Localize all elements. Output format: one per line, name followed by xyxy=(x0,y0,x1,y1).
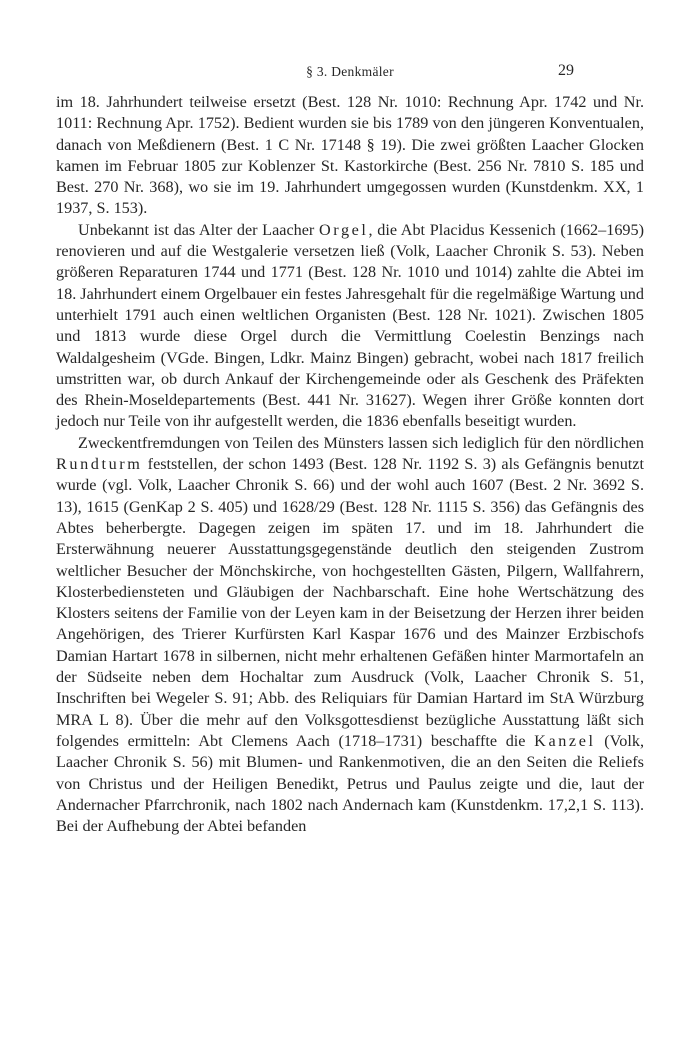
running-head xyxy=(0,62,700,82)
spaced-term-orgel: Orgel xyxy=(318,220,369,239)
paragraph-organ xyxy=(56,220,644,433)
paragraph-bells xyxy=(56,92,644,220)
body-text xyxy=(56,92,644,837)
section-title: § 3. Denkmäler xyxy=(306,64,394,79)
page-number: 29 xyxy=(558,62,574,79)
spaced-term-rundturm: Rundturm xyxy=(56,455,143,474)
paragraph-text: im 18. Jahrhundert teilweise ersetzt (Best. 128 Nr. 1010: Rechnung Apr. 1742 und Nr. 1011: Rechnung Apr. 1752). Bedient wurden sie bis 1789 von den jüngeren Konventualen, danach von Meßdienern (Best. 1 C Nr. 17148 § 19). Die zwei größten Laacher Glocken kamen im Februar 1805 zur Koblenzer St. Kastorkirche (Best. 256 Nr. 7810 S. 185 und Best. 270 Nr. 368), wo sie im 19. Jahrhundert umgegossen wurden (Kunstdenkm. XX, 1 1937, S. 153). xyxy=(56,93,644,218)
paragraph-text: Unbekannt ist das Alter der Laacher xyxy=(78,220,319,239)
paragraph-text: (Volk, Laacher Chronik S. 56) mit Blumen- und Rankenmotiven, die an den Seiten die Reliefs von Christus und der Heiligen Benedikt, Petrus und Paulus zeigte und die, laut der Andernacher Pfarrchronik, nach 1802 nach Andernach kam (Kunstdenkm. 17,2,1 S. 113). Bei der Aufhebung der Abtei befanden xyxy=(56,731,644,836)
paragraph-round-tower xyxy=(56,433,644,838)
spaced-term-kanzel: Kanzel xyxy=(534,731,596,750)
paragraph-text: , die Abt Placidus Kessenich (1662–1695) renovieren und auf die Westgalerie versetzen ließ (Volk, Laacher Chronik S. 53). Neben größeren Reparaturen 1744 und 1771 (Best. 128 Nr. 1010 und 1014) zahlte die Abtei im 18. Jahrhundert einem Orgelbauer ein festes Jahresgehalt für die regelmäßige Wartung und unterhielt 1791 auch einen weltlichen Organisten (Best. 128 Nr. 1021). Zwischen 1805 und 1813 wurde diese Orgel durch die Vermittlung Coelestin Benzings nach Waldalgesheim (VGde. Bingen, Ldkr. Mainz Bingen) gebracht, wobei nach 1817 freilich umstritten war, ob durch Ankauf der Kirchengemeinde oder als Geschenk des Präfekten des Rhein-Moseldepartements (Best. 441 Nr. 31627). Wegen ihrer Größe konnten dort jedoch nur Teile von ihr aufgestellt werden, die 1836 ebenfalls beseitigt wurden. xyxy=(56,220,645,431)
paragraph-text: feststellen, der schon 1493 (Best. 128 Nr. 1192 S. 3) als Gefängnis benutzt wurde (vgl. Volk, Laacher Chronik S. 66) und der wohl auch 1607 (Best. 2 Nr. 3692 S. 13), 1615 (GenKap 2 S. 405) und 1628/29 (Best. 128 Nr. 1115 S. 356) das Gefängnis des Abtes beherbergte. Dagegen zeigen im späten 17. und im 18. Jahrhundert die Ersterwähnung neuerer Ausstattungsgegenstände deutlich den steigenden Zustrom weltlicher Besucher der Mönchskirche, von hochgestellten Gästen, Pilgern, Wallfahrern, Klosterbediensteten und Gläubigen der Nachbarschaft. Eine hohe Wertschätzung des Klosters seitens der Familie von der Leyen kam in der Beisetzung der Herzen ihrer beiden Angehörigen, des Trierer Kurfürsten Karl Kaspar 1676 und des Mainzer Erzbischofs Damian Hartart 1678 in silbernen, nicht mehr erhaltenen Gefäßen hinter Marmortafeln an der Südseite neben dem Hochaltar zum Ausdruck (Volk, Laacher Chronik S. 51, Inschriften bei Wegeler S. 91; Abb. des Reliquiars für Damian Hartard im StA Würzburg MRA L 8). Über die mehr auf den Volksgottesdienst bezügliche Ausstattung läßt sich folgendes ermitteln: Abt Clemens Aach (1718–1731) beschaffte die xyxy=(56,455,644,750)
paragraph-text: Zweckentfremdungen von Teilen des Münsters lassen sich lediglich für den nördlichen xyxy=(78,433,644,452)
